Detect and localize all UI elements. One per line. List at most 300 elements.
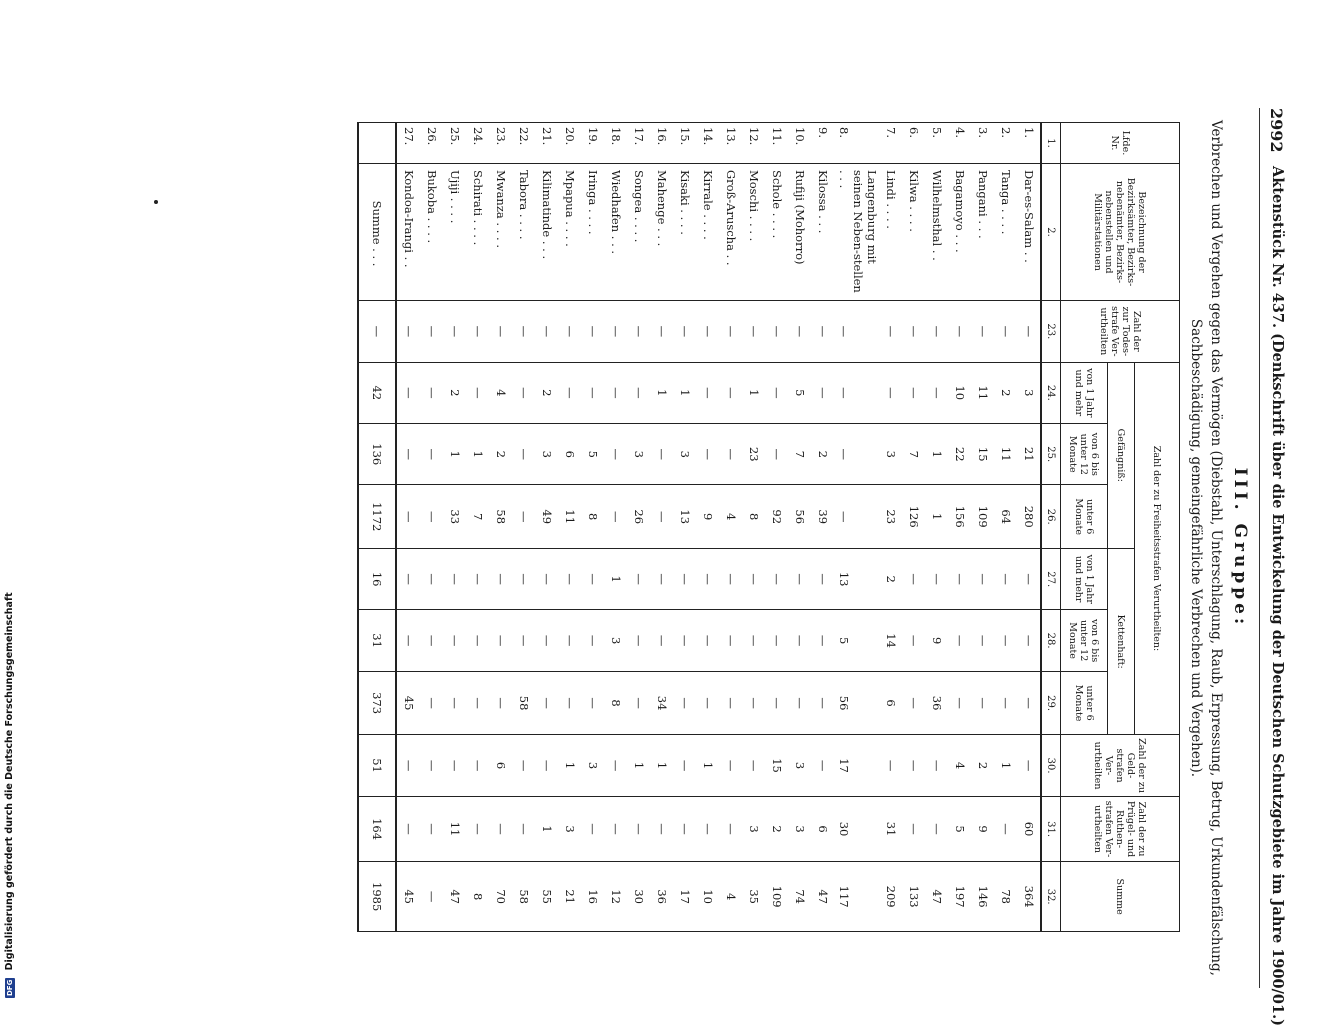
cell-c23: — (396, 301, 420, 362)
table-row (673, 123, 696, 932)
table-row (811, 123, 834, 932)
row-number: 24. (466, 123, 489, 164)
cell-c29: 34 (650, 671, 673, 735)
cell-c27: — (558, 548, 581, 609)
district-name: Groß-Aruscha . . (719, 163, 742, 300)
cell-c27: — (1017, 548, 1041, 609)
cell-c23: — (581, 301, 604, 362)
cell-c32: 197 (948, 862, 971, 932)
row-number: 25. (443, 123, 466, 164)
header-pruegelstrafe: Zahl der zu Prügel- und Ruthen-strafen Ver-urtheilten (1061, 796, 1180, 862)
cell-c30: — (512, 735, 535, 796)
cell-c28: — (948, 610, 971, 671)
district-name: Kirrale . . . . (696, 163, 719, 300)
cell-c24: — (420, 362, 443, 423)
district-name: Dar-es-Salam . . (1017, 163, 1041, 300)
cell-c23: — (742, 301, 765, 362)
cell-c32: 35 (742, 862, 765, 932)
district-name: Kilossa . . . (811, 163, 834, 300)
cell-c31: — (604, 796, 627, 862)
cell-c24: — (512, 362, 535, 423)
sum-c23: — (358, 301, 396, 362)
cell-c25: 2 (811, 424, 834, 485)
cell-c28: — (742, 610, 765, 671)
cell-c24: 4 (489, 362, 512, 423)
cell-c27: — (420, 548, 443, 609)
table-row (581, 123, 604, 932)
cell-c30: — (742, 735, 765, 796)
cell-c31: 30 (834, 796, 879, 862)
digitization-credit-text: Digitalisierung gefördert durch die Deutsche Forschungsgemeinschaft (4, 592, 15, 971)
column-number-row (1041, 123, 1061, 932)
cell-c28: — (650, 610, 673, 671)
cell-c28: — (696, 610, 719, 671)
cell-c29: — (719, 671, 742, 735)
cell-c25: 11 (994, 424, 1017, 485)
header-geldstrafe: Zahl der zu Geld-strafen Ver-urtheilten (1061, 735, 1180, 796)
header-todesstrafe: Zahl der zur Todes-strafe Ver-urtheilten (1061, 301, 1180, 362)
cell-c29: — (811, 671, 834, 735)
cell-c30: 3 (788, 735, 811, 796)
cell-c26: 11 (558, 485, 581, 548)
cell-c26: 109 (971, 485, 994, 548)
col-num: 2. (1041, 163, 1061, 300)
cell-c31: 5 (948, 796, 971, 862)
cell-c25: 21 (1017, 424, 1041, 485)
cell-c26: — (650, 485, 673, 548)
cell-c23: — (1017, 301, 1041, 362)
cell-c29: — (788, 671, 811, 735)
table-row (489, 123, 512, 932)
cell-c32: 47 (443, 862, 466, 932)
district-name: Lindi . . . . (879, 163, 902, 300)
cell-c31: — (581, 796, 604, 862)
district-name: Langenburg mit seinen Neben-stellen . . . (834, 163, 879, 300)
cell-c30: — (902, 735, 925, 796)
district-name: Wilhelmsthal . . (925, 163, 948, 300)
cell-c26: 64 (994, 485, 1017, 548)
row-number: 5. (925, 123, 948, 164)
cell-c28: — (627, 610, 650, 671)
statistics-table (357, 122, 1180, 932)
cell-c25: 3 (627, 424, 650, 485)
cell-c28: — (788, 610, 811, 671)
cell-c30: — (420, 735, 443, 796)
cell-c32: 109 (765, 862, 788, 932)
cell-c32: 47 (811, 862, 834, 932)
table-row (604, 123, 627, 932)
district-name: Schirati . . . . (466, 163, 489, 300)
district-name: Moschi . . . . (742, 163, 765, 300)
cell-c25: 3 (673, 424, 696, 485)
cell-c23: — (719, 301, 742, 362)
district-name: Bukoba . . . . (420, 163, 443, 300)
cell-c32: 4 (719, 862, 742, 932)
cell-c27: — (811, 548, 834, 609)
cell-c24: — (581, 362, 604, 423)
col-num: 29. (1041, 671, 1061, 735)
cell-c27: — (535, 548, 558, 609)
row-number: 12. (742, 123, 765, 164)
cell-c27: — (765, 548, 788, 609)
row-number: 17. (627, 123, 650, 164)
cell-c24: 5 (788, 362, 811, 423)
cell-c27: — (581, 548, 604, 609)
cell-c27: — (902, 548, 925, 609)
cell-c32: 17 (673, 862, 696, 932)
cell-c27: — (948, 548, 971, 609)
district-name: Mahenge . . . (650, 163, 673, 300)
cell-c32: 58 (512, 862, 535, 932)
cell-c24: 1 (742, 362, 765, 423)
cell-c25: 1 (443, 424, 466, 485)
digitization-credit (4, 592, 18, 998)
cell-c31: — (994, 796, 1017, 862)
cell-c23: — (696, 301, 719, 362)
row-number: 21. (535, 123, 558, 164)
cell-c24: 2 (443, 362, 466, 423)
cell-c24: 1 (650, 362, 673, 423)
col-num: 31. (1041, 796, 1061, 862)
cell-c26: 13 (673, 485, 696, 548)
cell-c25: 22 (948, 424, 971, 485)
sum-c32: 1985 (358, 862, 396, 932)
cell-c31: 1 (535, 796, 558, 862)
table-body (358, 123, 1041, 932)
header-kettenhaft-1-jahr: von 1 Jahr und mehr (1061, 548, 1108, 609)
table-header (1041, 123, 1180, 932)
row-number: 7. (879, 123, 902, 164)
district-name: Songea . . . . (627, 163, 650, 300)
cell-c23: — (673, 301, 696, 362)
cell-c28: — (443, 610, 466, 671)
col-num: 1. (1041, 123, 1061, 164)
cell-c27: 2 (879, 548, 902, 609)
cell-c23: — (535, 301, 558, 362)
cell-c29: — (558, 671, 581, 735)
cell-c29: — (902, 671, 925, 735)
cell-c26: 9 (696, 485, 719, 548)
header-kettenhaft-unter-6-monate: unter 6 Monate (1061, 671, 1108, 735)
header-bezeichnung: Bezeichnung der Bezirksämter, Bezirks-nebenämter, Bezirks-nebenstellen und Militärstationen (1061, 163, 1180, 300)
cell-c28: — (719, 610, 742, 671)
cell-c26: 7 (466, 485, 489, 548)
row-number: 9. (811, 123, 834, 164)
cell-c32: 47 (925, 862, 948, 932)
cell-c26: 92 (765, 485, 788, 548)
cell-c26: 39 (811, 485, 834, 548)
cell-c30: 1 (650, 735, 673, 796)
cell-c28: — (489, 610, 512, 671)
sum-c28: 31 (358, 610, 396, 671)
cell-c25: — (512, 424, 535, 485)
cell-c26: — (396, 485, 420, 548)
table-row (535, 123, 558, 932)
cell-c25: 7 (788, 424, 811, 485)
cell-c23: — (443, 301, 466, 362)
table-row (650, 123, 673, 932)
cell-c25: 2 (489, 424, 512, 485)
cell-c27: — (971, 548, 994, 609)
cell-c28: 9 (925, 610, 948, 671)
cell-c23: — (994, 301, 1017, 362)
cell-c28: — (581, 610, 604, 671)
cell-c32: 16 (581, 862, 604, 932)
cell-c29: — (1017, 671, 1041, 735)
cell-c24: — (925, 362, 948, 423)
cell-c27: — (443, 548, 466, 609)
sum-c27: 16 (358, 548, 396, 609)
cell-c25: — (719, 424, 742, 485)
cell-c28: — (466, 610, 489, 671)
row-number: 4. (948, 123, 971, 164)
cell-c25: 15 (971, 424, 994, 485)
cell-c25: 3 (879, 424, 902, 485)
cell-c25: — (604, 424, 627, 485)
cell-c24: — (902, 362, 925, 423)
district-name: Mwanza . . . . (489, 163, 512, 300)
row-number: 23. (489, 123, 512, 164)
cell-c25: — (834, 424, 879, 485)
table-row (994, 123, 1017, 932)
col-num: 30. (1041, 735, 1061, 796)
cell-c29: — (673, 671, 696, 735)
cell-c28: — (535, 610, 558, 671)
cell-c28: — (420, 610, 443, 671)
cell-c28: — (673, 610, 696, 671)
cell-c28: — (558, 610, 581, 671)
table-row (1017, 123, 1041, 932)
table-row (925, 123, 948, 932)
table-row (948, 123, 971, 932)
cell-c29: — (994, 671, 1017, 735)
cell-c31: — (512, 796, 535, 862)
cell-c23: — (788, 301, 811, 362)
cell-c23: — (971, 301, 994, 362)
cell-c31: — (925, 796, 948, 862)
cell-c27: — (994, 548, 1017, 609)
district-name: Ujiji . . . . (443, 163, 466, 300)
cell-c27: — (512, 548, 535, 609)
print-mark (154, 200, 158, 204)
col-num: 26. (1041, 485, 1061, 548)
header-gefaengnis-6-12-monate: von 6 bis unter 12 Monate (1061, 424, 1108, 485)
table-row (696, 123, 719, 932)
cell-c23: — (604, 301, 627, 362)
cell-c31: 3 (742, 796, 765, 862)
cell-c23: — (489, 301, 512, 362)
cell-c26: 1 (925, 485, 948, 548)
cell-c24: 3 (1017, 362, 1041, 423)
cell-c32: 78 (994, 862, 1017, 932)
cell-c24: — (466, 362, 489, 423)
cell-c31: — (627, 796, 650, 862)
cell-c31: — (650, 796, 673, 862)
cell-c28: 5 (834, 610, 879, 671)
cell-c32: 8 (466, 862, 489, 932)
cell-c24: 1 (673, 362, 696, 423)
header-gefaengnis-unter-6-monate: unter 6 Monate (1061, 485, 1108, 548)
row-number: 19. (581, 123, 604, 164)
cell-c25: 7 (902, 424, 925, 485)
cell-c25: — (765, 424, 788, 485)
district-name: Rufiji (Mohorro) (788, 163, 811, 300)
cell-c26: 280 (1017, 485, 1041, 548)
cell-c27: — (466, 548, 489, 609)
cell-c29: — (535, 671, 558, 735)
cell-c25: — (396, 424, 420, 485)
col-num: 24. (1041, 362, 1061, 423)
rotated-page-content (220, 108, 1290, 1026)
district-name: Mpapua . . . . (558, 163, 581, 300)
cell-c24: — (765, 362, 788, 423)
cell-c25: 1 (925, 424, 948, 485)
dfg-logo-icon: DFG (6, 979, 14, 996)
header-kettenhaft-6-12-monate: von 6 bis unter 12 Monate (1061, 610, 1108, 671)
cell-c28: — (1017, 610, 1041, 671)
cell-c31: — (420, 796, 443, 862)
cell-c24: — (604, 362, 627, 423)
cell-c25: — (696, 424, 719, 485)
cell-c30: — (719, 735, 742, 796)
cell-c32: 133 (902, 862, 925, 932)
table-row (834, 123, 879, 932)
header-freiheitsstrafen: Zahl der zu Freiheitsstrafen Verurtheilten: (1135, 362, 1180, 735)
row-number: 2. (994, 123, 1017, 164)
cell-c26: — (834, 485, 879, 548)
cell-c29: — (627, 671, 650, 735)
row-number: 13. (719, 123, 742, 164)
col-num: 25. (1041, 424, 1061, 485)
cell-c32: 70 (489, 862, 512, 932)
cell-c23: — (902, 301, 925, 362)
cell-c30: — (879, 735, 902, 796)
cell-c27: — (627, 548, 650, 609)
sum-c25: 136 (358, 424, 396, 485)
cell-c24: — (719, 362, 742, 423)
cell-c30: 17 (834, 735, 879, 796)
table-row (902, 123, 925, 932)
cell-c30: — (466, 735, 489, 796)
cell-c30: 3 (581, 735, 604, 796)
district-name: Bagamoyo . . . (948, 163, 971, 300)
cell-c31: 60 (1017, 796, 1041, 862)
cell-c32: 12 (604, 862, 627, 932)
cell-c23: — (879, 301, 902, 362)
header-summe: Summe (1061, 862, 1180, 932)
cell-c26: 8 (581, 485, 604, 548)
cell-c31: — (396, 796, 420, 862)
cell-c27: 13 (834, 548, 879, 609)
cell-c23: — (811, 301, 834, 362)
cell-c27: — (650, 548, 673, 609)
table-row (512, 123, 535, 932)
header-kettenhaft: Kettenhaft: (1108, 548, 1135, 734)
row-number: 8. (834, 123, 879, 164)
cell-c32: — (420, 862, 443, 932)
district-name: Kisaki . . . . (673, 163, 696, 300)
cell-c25: — (420, 424, 443, 485)
row-number: 14. (696, 123, 719, 164)
cell-c27: — (696, 548, 719, 609)
cell-c31: — (466, 796, 489, 862)
page-number: 2992 (1267, 108, 1286, 153)
district-name: Kilwa . . . . (902, 163, 925, 300)
table-row (558, 123, 581, 932)
table-row (396, 123, 420, 932)
cell-c30: — (925, 735, 948, 796)
running-head (1259, 108, 1290, 1026)
cell-c31: 6 (811, 796, 834, 862)
cell-c31: — (719, 796, 742, 862)
cell-c26: 56 (788, 485, 811, 548)
cell-c31: — (673, 796, 696, 862)
row-number: 18. (604, 123, 627, 164)
cell-c25: 5 (581, 424, 604, 485)
table-subtitle: Verbrechen und Vergehen gegen das Vermögen (Diebstahl, Unterschlagung, Raub, Erpressung, Betrug, Urkundenfälschung, Sachbeschädigung, gemeingefährliche Verbrechen und Vergehen). (1188, 120, 1224, 976)
cell-c29: — (443, 671, 466, 735)
table-row (719, 123, 742, 932)
table-row (420, 123, 443, 932)
cell-c26: 126 (902, 485, 925, 548)
cell-c29: — (696, 671, 719, 735)
table-row (765, 123, 788, 932)
cell-c28: — (971, 610, 994, 671)
cell-c32: 74 (788, 862, 811, 932)
cell-c29: — (742, 671, 765, 735)
row-number: 20. (558, 123, 581, 164)
district-name: Schole . . . . (765, 163, 788, 300)
row-number: 26. (420, 123, 443, 164)
cell-c23: — (627, 301, 650, 362)
table-row (742, 123, 765, 932)
cell-c28: — (994, 610, 1017, 671)
cell-c30: — (1017, 735, 1041, 796)
cell-c30: — (604, 735, 627, 796)
cell-c30: 1 (696, 735, 719, 796)
row-number: 6. (902, 123, 925, 164)
row-number: 22. (512, 123, 535, 164)
cell-c30: — (811, 735, 834, 796)
cell-c25: 6 (558, 424, 581, 485)
cell-c23: — (834, 301, 879, 362)
cell-c23: — (925, 301, 948, 362)
row-number: 10. (788, 123, 811, 164)
cell-c23: — (765, 301, 788, 362)
cell-c26: 33 (443, 485, 466, 548)
cell-c30: 2 (971, 735, 994, 796)
cell-c23: — (466, 301, 489, 362)
cell-c31: 3 (558, 796, 581, 862)
col-num: 28. (1041, 610, 1061, 671)
header-lfde-nr: Lfde. Nr. (1061, 123, 1180, 164)
cell-c25: 1 (466, 424, 489, 485)
cell-c24: — (627, 362, 650, 423)
cell-c29: — (971, 671, 994, 735)
cell-c32: 10 (696, 862, 719, 932)
cell-c30: 1 (627, 735, 650, 796)
cell-c26: 23 (879, 485, 902, 548)
cell-c24: — (834, 362, 879, 423)
row-number: 3. (971, 123, 994, 164)
cell-c23: — (948, 301, 971, 362)
col-num: 32. (1041, 862, 1061, 932)
row-number: 16. (650, 123, 673, 164)
cell-c24: — (558, 362, 581, 423)
cell-c29: 6 (879, 671, 902, 735)
cell-c32: 36 (650, 862, 673, 932)
running-head-title: Aktenstück Nr. 437. (Denkschrift über die Entwickelung der Deutschen Schutzgebiete im Jahre 1900/01.) (1269, 166, 1286, 1026)
